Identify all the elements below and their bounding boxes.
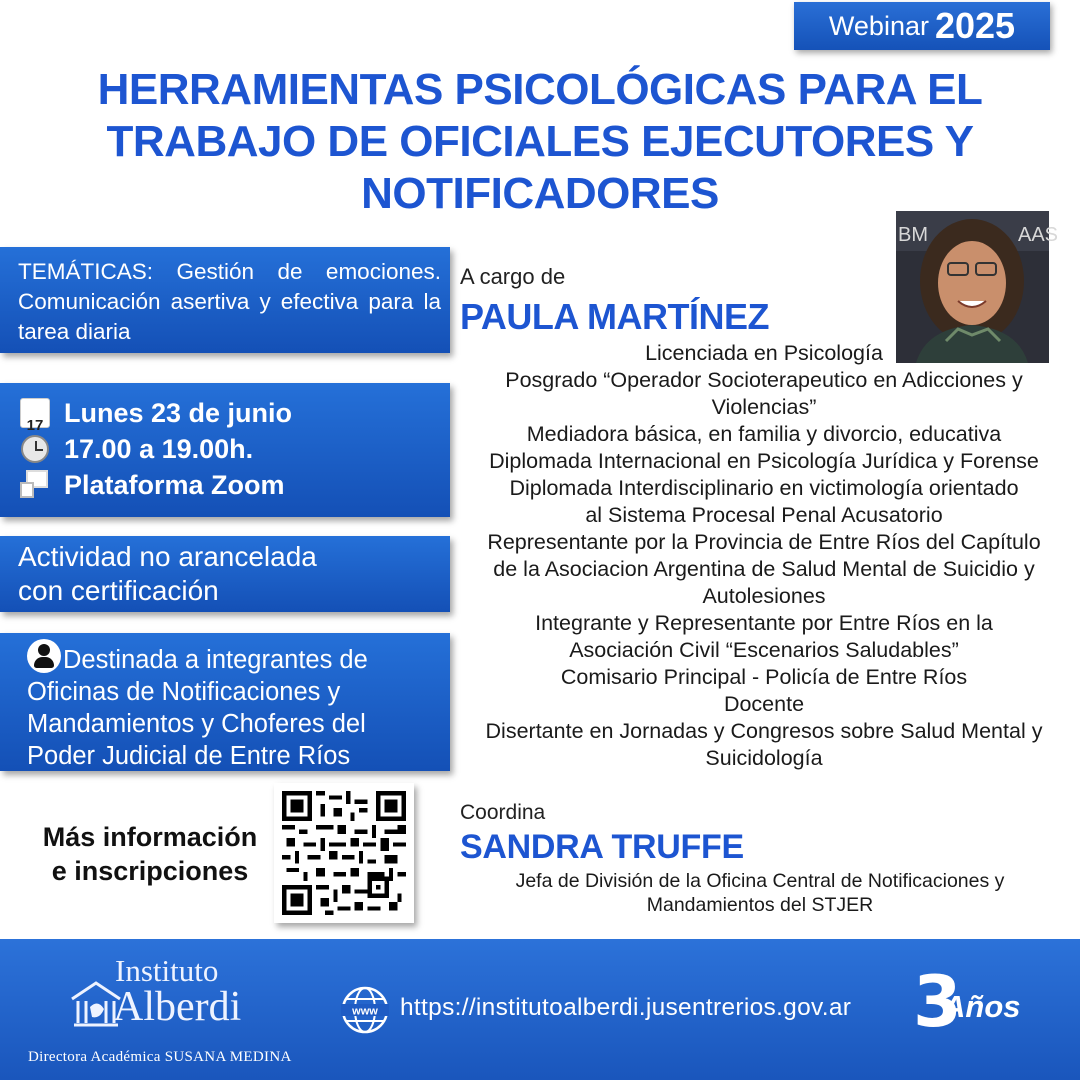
anniversary-word: Años [943,989,1021,1024]
svg-text:AAS: AAS [1018,224,1059,246]
badge-word: Webinar [828,10,929,41]
coordinator-label: Coordina [460,801,546,824]
anniversary-number: 3 [913,961,962,1043]
qr-code[interactable] [274,783,414,923]
svg-text:BM: BM [898,224,928,246]
tematicas-box [0,247,450,353]
title-line: HERRAMIENTAS PSICOLÓGICAS PARA EL [97,65,983,114]
cv-line: Licenciada en Psicología [645,341,883,365]
cv-line: Disertante en Jornadas y Congresos sobre Salud Mental y [485,719,1043,743]
academic-director: Directora Académica SUSANA MEDINA [28,1049,292,1065]
cv-line: Mediadora básica, en familia y divorcio, educativa [526,422,1002,446]
arancel-line: Actividad no arancelada [18,541,317,572]
webinar-badge [794,2,1050,50]
page-title [40,64,1040,220]
logo-text-instituto: Instituto [115,953,219,988]
badge-year: 2025 [934,5,1016,46]
tematicas-text: TEMÁTICAS: Gestión de emociones. Comunicación asertiva y efectiva para la tarea diaria [18,259,441,344]
cv-line: Diplomada Interdisciplinario en victimología orientado [509,476,1019,500]
website-link[interactable]: https://institutoalberdi.jusentrerios.gov.ar [400,994,852,1021]
title-line: NOTIFICADORES [361,169,719,218]
platform-row [18,467,450,503]
coordinator-description: Jefa de División de la Oficina Central de Notificaciones y Mandamientos del STJER [515,870,1005,916]
arancel-box [0,536,450,612]
time-text: 17.00 a 19.00h. [64,434,254,464]
cv-line: Suicidología [705,746,823,770]
cv-line: Autolesiones [702,584,826,608]
coordinator-name: SANDRA TRUFFE [460,828,744,866]
cv-line: Docente [723,692,805,716]
cv-line: Posgrado “Operador Socioterapeutico en Adicciones y [505,368,1023,392]
cv-line: al Sistema Procesal Penal Acusatorio [585,503,943,527]
qr-code-image [282,791,406,915]
audience-line: Destinada a integrantes de [27,639,442,676]
svg-text:www: www [352,1005,378,1018]
platform-text: Plataforma Zoom [64,470,285,500]
person-icon [27,639,61,673]
schedule-box [0,383,450,517]
audience-line: Oficinas de Notificaciones y [27,678,341,706]
speaker-cv [456,340,1072,772]
audience-box [0,633,450,771]
arancel-line: con certificación [18,575,219,606]
title-line: TRABAJO DE OFICIALES EJECUTORES Y [106,117,974,166]
time-row [18,431,450,467]
cv-line: Integrante y Representante por Entre Ríos en la [535,611,993,635]
computer-icon [18,470,52,500]
more-info-label: Más información e inscripciones [42,822,258,886]
speaker-name: PAULA MARTÍNEZ [460,296,769,337]
footer [0,939,1080,1080]
anniversary-logo [913,961,1043,1049]
audience-line: Poder Judicial de Entre Ríos [27,742,351,770]
www-globe-icon [340,985,390,1035]
cv-line: Violencias” [711,395,817,419]
cv-line: Asociación Civil “Escenarios Saludables” [569,638,959,662]
audience-line: Mandamientos y Choferes del [27,710,366,738]
logo-text-alberdi: Alberdi [113,984,242,1030]
cv-line: de la Asociacion Argentina de Salud Mental de Suicidio y [493,557,1035,581]
date-row [18,395,450,434]
date-text: Lunes 23 de junio [64,398,293,428]
cv-line: Representante por la Provincia de Entre Ríos del Capítulo [487,530,1041,554]
cv-line: Comisario Principal - Policía de Entre Ríos [560,665,968,689]
calendar-icon: 17 [18,398,52,428]
cv-line: Diplomada Internacional en Psicología Jurídica y Forense [489,449,1039,473]
speaker-label: A cargo de [460,264,566,289]
